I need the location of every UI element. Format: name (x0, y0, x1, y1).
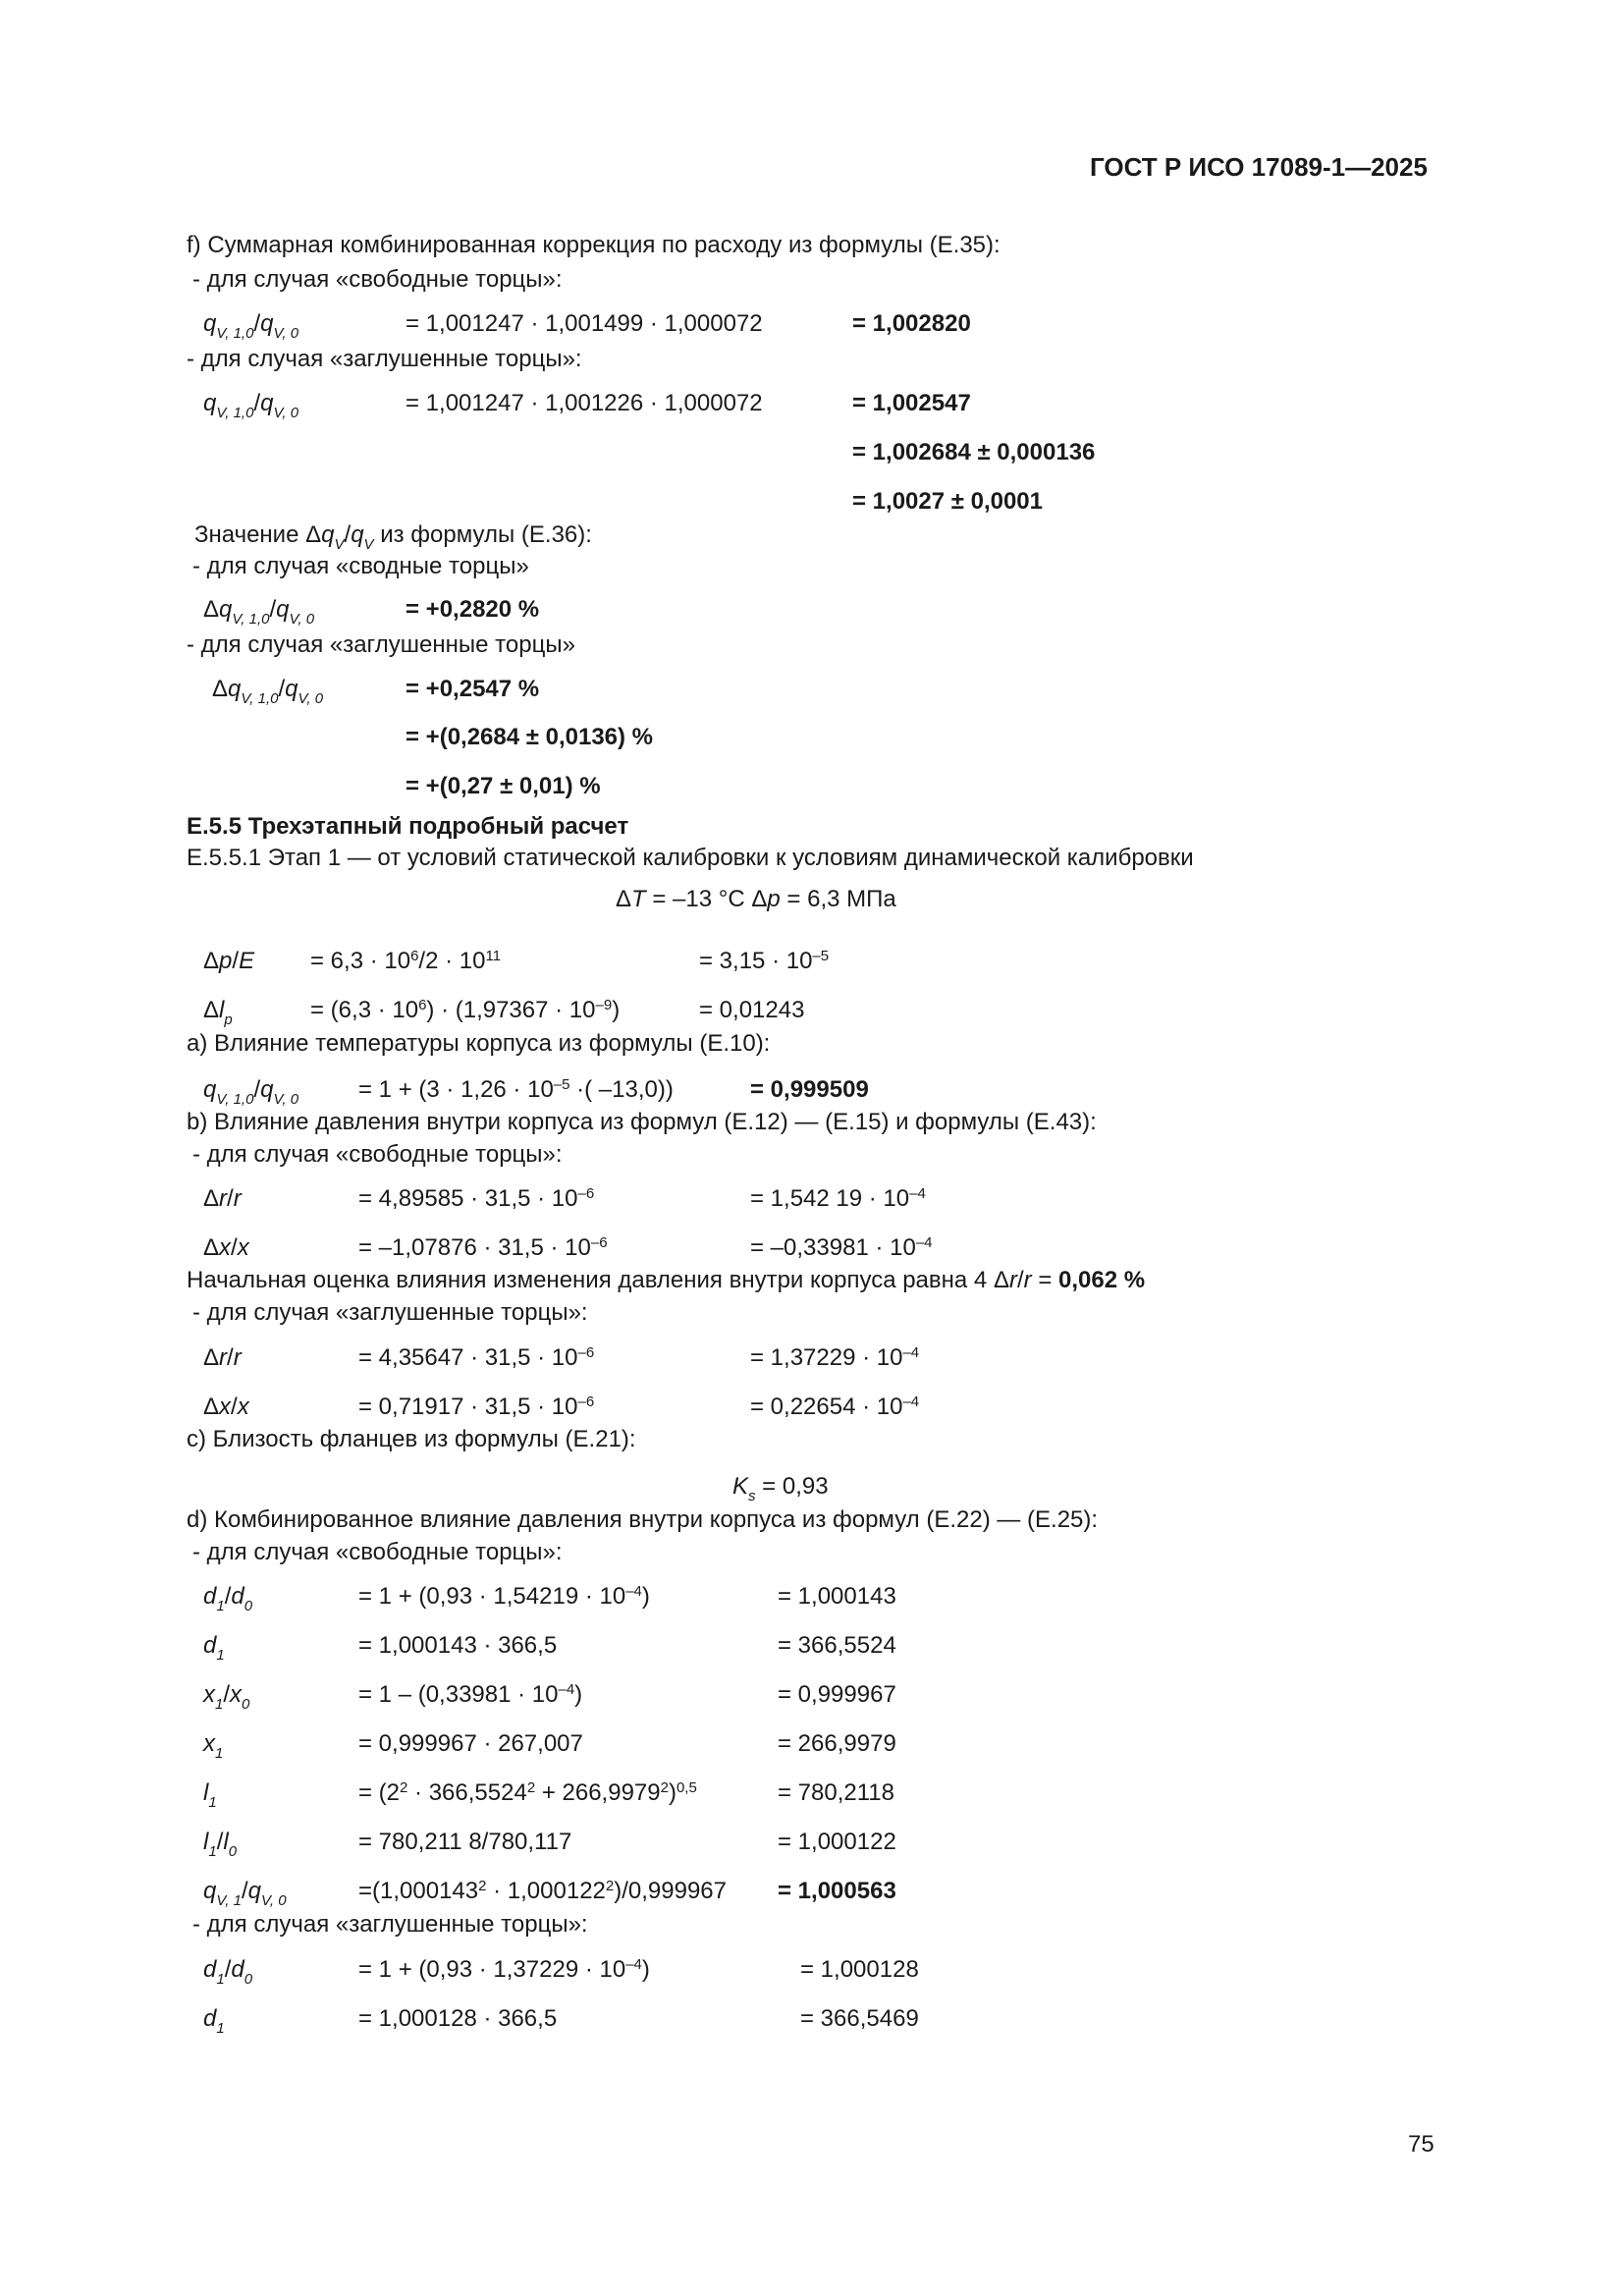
formula-eq: = $6,3 \cdot 10^6/2 \cdot 10^{11}$ (310, 947, 502, 974)
formula-eq: = $1 + (3 \cdot 1,26 \cdot 10^{-5}$ ·( –13,0)) (358, 1075, 674, 1103)
formula-lhs: $q_{V, 1,0}/q_{V, 0}$ (203, 1076, 299, 1108)
formula-eq: = $(2^2 \cdot 366,5524^2 + 266,9979^2)^{0,5}$ (358, 1778, 697, 1806)
formula-result: = 0,999509 (750, 1076, 869, 1103)
formula-lhs: Δp/E (203, 948, 255, 974)
case-label: - для случая «заглушенные торцы» (187, 631, 575, 658)
case-label: - для случая «свободные торцы»: (192, 1141, 563, 1168)
formula-lhs: Δx/x (203, 1234, 249, 1261)
formula-result: = 0,999967 (778, 1681, 896, 1708)
document-header: ГОСТ Р ИСО 17089-1—2025 (1090, 152, 1428, 182)
case-label: - для случая «заглушенные торцы»: (187, 346, 582, 372)
ks-value: $K_s = 0,93$ (732, 1473, 829, 1504)
page-number: 75 (1408, 2131, 1434, 2158)
section-b-title: b) Влияние давления внутри корпуса из формул (Е.12) — (Е.15) и формулы (Е.43): (187, 1109, 1097, 1135)
formula-lhs: $\Delta l_p$ (203, 997, 233, 1028)
section-d-title: d) Комбинированное влияние давления внутри корпуса из формул (Е.22) — (Е.25): (187, 1506, 1099, 1533)
formula-lhs: $l_1/l_0$ (203, 1829, 238, 1860)
formula-eq: = 1,001247 · 1,001226 · 1,000072 (406, 390, 763, 416)
formula-eq: = $1 + (0,93 \cdot 1,37229 \cdot 10^{-4})$ (358, 1955, 650, 1983)
case-label: - для случая «свободные торцы»: (192, 1539, 563, 1565)
formula-result: = 1,000143 (778, 1583, 896, 1610)
formula-lhs: $\Delta q_{V, 1,0}/q_{V, 0}$ (212, 676, 324, 707)
formula-eq: = $-1,07876 \cdot 31,5 \cdot 10^{-6}$ (358, 1233, 608, 1261)
formula-lhs: $x_1/x_0$ (203, 1681, 250, 1713)
formula-eq: = $(6,3 \cdot 10^6) \cdot (1,97367 \cdot 10^{-9})$ (310, 996, 621, 1023)
formula-result: = $-0,33981 \cdot 10^{-4}$ (750, 1233, 933, 1261)
formula-result: = +0,2820 % (406, 596, 540, 623)
formula-lhs: Δx/x (203, 1394, 249, 1420)
formula-result: = $3,15 \cdot 10^{-5}$ (699, 947, 830, 974)
formula-lhs: $q_{V, 1,0}/q_{V, 0}$ (203, 310, 299, 342)
formula-result: = 266,9979 (778, 1730, 896, 1757)
formula-result: = $0,22654 \cdot 10^{-4}$ (750, 1393, 920, 1420)
condition-line: ΔT = –13 °С Δp = 6,3 МПа (616, 886, 896, 912)
case-label: - для случая «свободные торцы»: (192, 266, 563, 293)
formula-result: = 1,0027 ± 0,0001 (852, 488, 1044, 515)
section-c-title: c) Близость фланцев из формулы (Е.21): (187, 1426, 636, 1452)
formula-result: = 1,002820 (852, 310, 971, 337)
formula-eq: = $4,35647 \cdot 31,5 \cdot 10^{-6}$ (358, 1343, 595, 1371)
formula-lhs: $d_1$ (203, 1632, 225, 1664)
formula-lhs: Δr/r (203, 1185, 242, 1212)
case-label: - для случая «заглушенные торцы»: (192, 1911, 588, 1938)
formula-result: = 1,000122 (778, 1829, 896, 1855)
formula-result: = 366,5524 (778, 1632, 896, 1659)
formula-lhs: $d_1$ (203, 2005, 225, 2037)
formula-eq: = 1,000143 · 366,5 (358, 1632, 558, 1659)
formula-eq: = $4,89585 \cdot 31,5 \cdot 10^{-6}$ (358, 1184, 595, 1212)
formula-lhs: $q_{V, 1}/q_{V, 0}$ (203, 1878, 287, 1909)
formula-result: = +(0,27 ± 0,01) % (406, 773, 601, 799)
case-label: - для случая «заглушенные торцы»: (192, 1299, 588, 1326)
formula-result: = 780,2118 (778, 1779, 895, 1806)
formula-result: = 1,542 $19 \cdot 10^{-4}$ (750, 1184, 926, 1212)
case-label: - для случая «сводные торцы» (192, 553, 529, 579)
formula-eq: = $1 + (0,93 \cdot 1,54219 \cdot 10^{-4})$ (358, 1582, 650, 1610)
formula-result: = 0,01243 (699, 997, 805, 1023)
section-e551-title: Е.5.5.1 Этап 1 — от условий статической калибровки к условиям динамической калибровки (187, 845, 1194, 871)
section-f-title: f) Суммарная комбинированная коррекция по расходу из формулы (Е.35): (187, 232, 1001, 258)
formula-eq: = 1,001247 · 1,001499 · 1,000072 (406, 310, 763, 337)
formula-result: = 1,000563 (778, 1878, 896, 1904)
formula-eq: = 0,999967 · 267,007 (358, 1730, 583, 1757)
formula-eq: = $0,71917 \cdot 31,5 \cdot 10^{-6}$ (358, 1393, 595, 1420)
formula-lhs: $d_1/d_0$ (203, 1956, 253, 1988)
section-e55-title: Е.5.5 Трехэтапный подробный расчет (187, 813, 629, 840)
section-dq-title: Значение $\Delta q_V/q_V$ из формулы (Е.36): (194, 521, 592, 553)
formula-result: = +0,2547 % (406, 676, 540, 702)
formula-result: = $1,37229 \cdot 10^{-4}$ (750, 1343, 920, 1371)
formula-result: = 1,002547 (852, 390, 971, 416)
formula-result: = 366,5469 (800, 2005, 919, 2032)
formula-lhs: $l_1$ (203, 1779, 217, 1811)
formula-lhs: $\Delta q_{V, 1,0}/q_{V, 0}$ (203, 596, 315, 628)
formula-eq: = 780,211 8/780,117 (358, 1829, 572, 1855)
initial-estimate-line: Начальная оценка влияния изменения давления внутри корпуса равна 4 Δr/r = 0,062 % (187, 1267, 1146, 1293)
section-a-title: a) Влияние температуры корпуса из формулы (Е.10): (187, 1030, 771, 1057)
formula-eq: $=(1,000143^2 \cdot 1,000122^2)/0,999967$ (358, 1877, 727, 1904)
formula-eq: = $1 - (0,33981 \cdot 10^{-4})$ (358, 1680, 583, 1708)
formula-result: = +(0,2684 ± 0,0136) % (406, 724, 654, 750)
formula-eq: = 1,000128 · 366,5 (358, 2005, 558, 2032)
formula-lhs: $d_1/d_0$ (203, 1583, 253, 1614)
formula-result: = 1,000128 (800, 1956, 919, 1983)
formula-lhs: $x_1$ (203, 1730, 224, 1762)
formula-result: = 1,002684 ± 0,000136 (852, 439, 1096, 465)
formula-lhs: Δr/r (203, 1344, 242, 1371)
formula-lhs: $q_{V, 1,0}/q_{V, 0}$ (203, 390, 299, 421)
